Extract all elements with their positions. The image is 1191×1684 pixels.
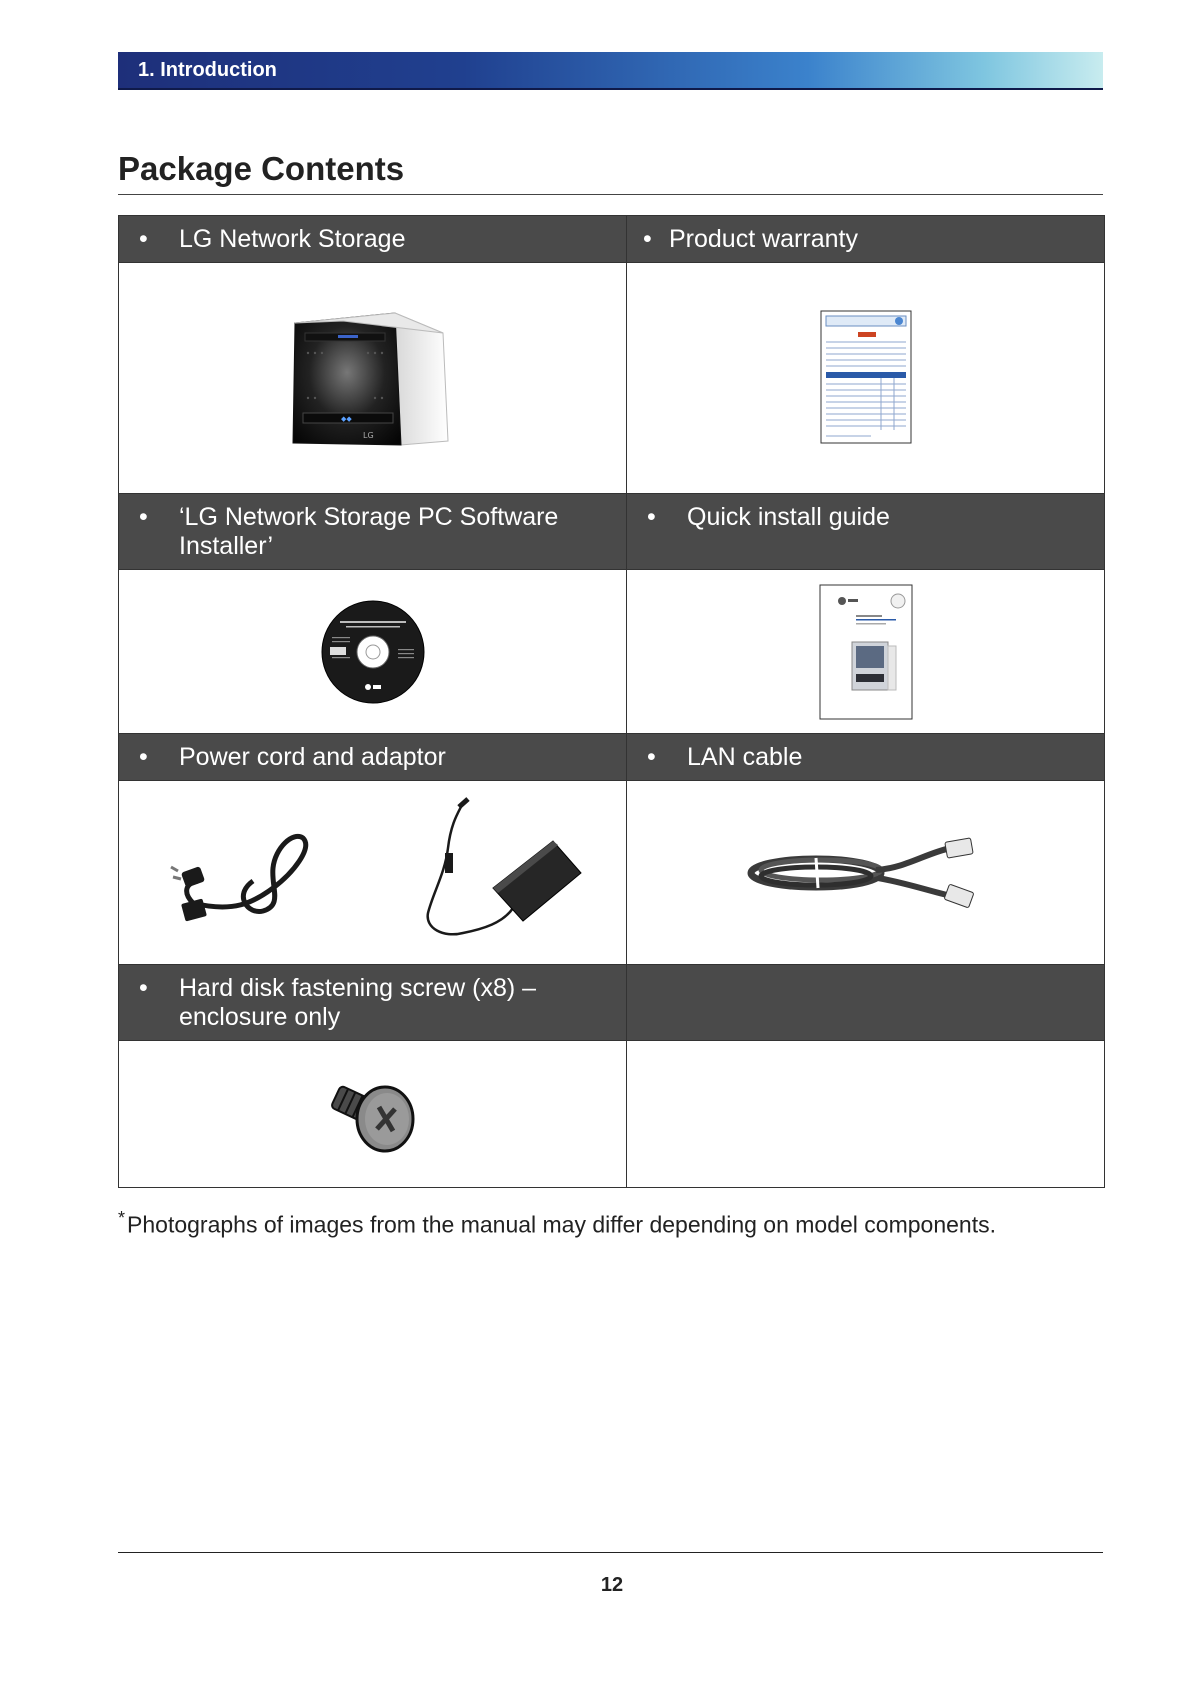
power-adaptor-image [163, 793, 583, 953]
package-contents-table [118, 215, 1105, 1188]
bullet-icon: • [139, 743, 148, 771]
software-cd-image [318, 597, 428, 707]
item-label: ‘LG Network Storage PC Software Installer’ [179, 503, 559, 560]
bullet-icon: • [139, 503, 148, 531]
lan-cable-image [746, 828, 986, 918]
quick-guide-image [816, 582, 916, 722]
item-label: LG Network Storage [179, 225, 406, 253]
table-header-row [119, 216, 1105, 263]
item-label: Quick install guide [687, 503, 890, 531]
bullet-icon: • [139, 974, 148, 1002]
item-label: LAN cable [687, 743, 803, 771]
footnote [118, 1208, 996, 1239]
table-header-row [119, 494, 1105, 570]
section-banner [118, 52, 1103, 90]
svg-text:LG: LG [362, 431, 374, 440]
table-image-row [119, 570, 1105, 734]
svg-text:◆◆: ◆◆ [340, 415, 352, 423]
table-image-row [119, 263, 1105, 494]
table-header-row [119, 965, 1105, 1041]
footnote-text: Photographs of images from the manual may differ depending on model components. [127, 1211, 996, 1238]
item-label: Power cord and adaptor [179, 743, 446, 771]
bullet-icon: • [647, 503, 656, 531]
page-number: 12 [600, 1574, 624, 1596]
bullet-icon: • [643, 225, 652, 253]
page-title: Package Contents [118, 150, 405, 187]
bullet-icon: • [647, 743, 656, 771]
table-image-row [119, 1041, 1105, 1188]
warranty-document-image [816, 308, 916, 448]
section-label: 1. Introduction [138, 59, 277, 81]
item-label: Hard disk fastening screw (x8) – enclosure only [179, 974, 537, 1031]
footnote-mark: * [118, 1208, 126, 1228]
table-header-row [119, 734, 1105, 781]
footer-divider [118, 1552, 1103, 1553]
table-image-row [119, 781, 1105, 965]
empty-image-cell [627, 1041, 1105, 1188]
nas-device-image [283, 303, 463, 453]
item-label: Product warranty [669, 225, 858, 253]
bullet-icon: • [139, 225, 148, 253]
title-divider [118, 194, 1103, 195]
empty-header-cell [627, 965, 1105, 1041]
screw-image [323, 1069, 423, 1159]
